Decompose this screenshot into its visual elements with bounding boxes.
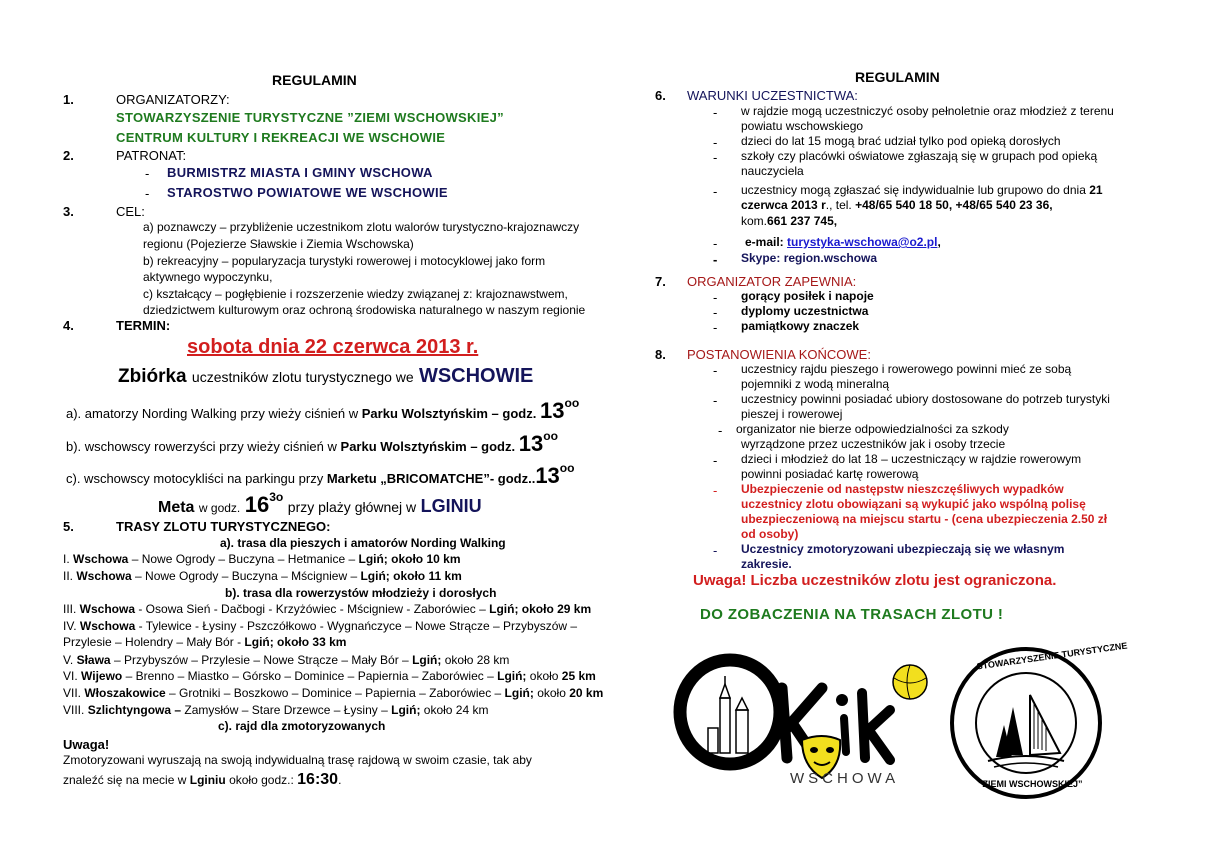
route-group-a: a). trasa dla pieszych i amatorów Nording Walking [220,536,506,550]
condition-3-cont: nauczyciela [741,164,804,178]
section-8-label: POSTANOWIENIA KOŃCOWE: [687,347,871,362]
rule-2: uczestnicy powinni posiadać ubiory dostosowane do potrzeb turystyki [741,392,1110,406]
right-title: REGULAMIN [855,69,940,85]
rule-4-cont: powinni posiadać kartę rowerową [741,467,919,481]
event-date: sobota dnia 22 czerwca 2013 r. [187,336,479,358]
list-dash: - [713,184,718,199]
list-dash: - [713,453,718,468]
goal-line: a) poznawczy – przybliżenie uczestnikom zlotu walorów turystyczno-krajoznawczy [143,220,580,234]
society-logo-top-text: STOWARZYSZENIE TURYSTYCZNE [976,640,1128,672]
meeting-b-text: b). wschowscy rowerzyści przy wieży ciśnień w [66,439,337,454]
rule-6: Uczestnicy zmotoryzowani ubezpieczają się we własnym [741,542,1065,556]
rule-6-cont: zakresie. [741,557,792,571]
rule-5-cont: ubezpieczeniową na miejscu startu - (cena ubezpieczenia 2.50 zł [741,512,1108,526]
meeting-c-time: $13^{oo}$ [535,461,575,488]
rule-4: dzieci i młodzież do lat 18 – uczestniczący w rajdzie rowerowym [741,452,1082,466]
route-5: V. Sława – Przybyszów – Przylesie – Nowe Strącze – Mały Bór – Lgiń; około 28 km [63,653,510,667]
patron-2: STAROSTWO POWIATOWE WE WSCHOWIE [167,185,448,200]
organizer-1: STOWARZYSZENIE TURYSTYCZNE ”ZIEMI WSCHOWSKIEJ” [116,110,504,125]
section-5-number: 5. [63,519,74,534]
note-line-1: Zmotoryzowani wyruszają na swoją indywidualną trasę rajdową w swoim czasie, tak aby [63,753,532,767]
goal-line: aktywnego wypoczynku, [143,270,273,284]
condition-1: w rajdzie mogą uczestniczyć osoby pełnoletnie oraz młodzież z terenu [741,104,1114,118]
rule-5: Ubezpieczenie od następstw nieszczęśliwych wypadków [741,482,1064,496]
section-2-number: 2. [63,148,74,163]
gathering-word: Zbiórka [118,366,187,387]
goal-line: dziedzictwem kulturowym oraz ochroną środowiska naturalnego w naszym regionie [143,303,586,317]
meeting-c-text: c). wschowscy motocykliści na parkingu przy [66,471,324,486]
provided-item: gorący posiłek i napoje [741,289,874,303]
list-dash: - [713,290,718,305]
provided-item: pamiątkowy znaczek [741,319,860,333]
meeting-c [66,463,575,489]
list-dash: - [145,166,150,181]
route-3: III. Wschowa - Osowa Sień - Dačbogi - Krzyżówiec - Mścigniew - Zaborówiec – Lgiń; około 29 km [63,602,592,616]
society-logo [948,640,1128,801]
rule-3-cont: wyrządzone przez uczestników jak i osoby trzecie [741,437,1006,451]
list-dash: - [713,236,718,251]
list-dash: - [718,423,723,438]
list-dash: - [713,252,718,267]
finish-at: w godz. [198,501,241,515]
rule-5-cont: uczestnicy zlotu obowiązani są wykupić jako wspólną polisę [741,497,1086,511]
okik-logo [672,648,932,798]
route-group-c: c). rajd dla zmotoryzowanych [218,719,386,733]
condition-4: uczestnicy mogą zgłaszać się indywidualnie lub grupowo do dnia 21 [741,183,1103,197]
section-1-label: ORGANIZATORZY: [116,92,230,107]
condition-4-mobile: kom.661 237 745, [741,214,838,228]
meeting-b-place: Parku Wolsztyńskim – godz. [340,439,516,454]
list-dash: - [145,186,150,201]
meeting-b [66,431,558,457]
gathering-line [118,365,533,388]
route-7: VII. Włoszakowice – Grotniki – Boszkowo – Dominice – Papiernia – Zaborówiec – Lgiń; około 20 km [63,686,604,700]
section-5-label: TRASY ZLOTU TURYSTYCZNEGO: [116,519,331,534]
list-dash: - [713,135,718,150]
organizer-2: CENTRUM KULTURY I REKREACJI WE WSCHOWIE [116,130,446,145]
email-line: e-mail: turystyka-wschowa@o2.pl, [745,235,941,249]
route-group-b: b). trasa dla rowerzystów młodzieży i dorosłych [225,586,497,600]
note-heading: Uwaga! [63,737,110,752]
condition-2: dzieci do lat 15 mogą brać udział tylko pod opieką dorosłych [741,134,1061,148]
finish-time: $16^{3o}$ [244,490,284,517]
skype-line: Skype: region.wschowa [741,251,878,265]
route-1: I. Wschowa – Nowe Ogrody – Buczyna – Hetmanice – Lgiń; około 10 km [63,552,461,566]
meeting-a-place: Parku Wolsztyńskim – godz. [361,406,537,421]
patron-1: BURMISTRZ MIASTA I GMINY WSCHOWA [167,165,433,180]
list-dash: - [713,543,718,558]
list-dash: - [713,105,718,120]
email-link[interactable]: turystyka-wschowa@o2.pl [787,235,938,249]
section-4-number: 4. [63,318,74,333]
section-4-label: TERMIN: [116,318,171,333]
section-6-number: 6. [655,88,666,103]
gathering-text: uczestników zlotu turystycznego we [191,369,414,385]
finish-line [158,492,482,518]
section-1-number: 1. [63,92,74,107]
section-8-number: 8. [655,347,666,362]
section-6-label: WARUNKI UCZESTNICTWA: [687,88,858,103]
provided-item: dyplomy uczestnictwa [741,304,869,318]
list-dash: - [713,305,718,320]
list-dash: - [713,150,718,165]
route-4: IV. Wschowa - Tylewice - Łysiny - Pszczółkowo - Wygnańczyce – Nowe Strącze – Przybyszów – [63,619,578,633]
section-7-number: 7. [655,274,666,289]
list-dash: - [713,320,718,335]
meeting-c-place: Marketu „BRICOMATCHE”- godz.. [326,471,536,486]
route-2: II. Wschowa – Nowe Ogrody – Buczyna – Mścigniew – Lgiń; około 11 km [63,569,462,583]
capacity-warning: Uwaga! Liczba uczestników zlotu jest ograniczona. [693,572,1057,589]
society-logo-bottom-text: ”ZIEMI WSCHOWSKIEJ” [978,779,1083,789]
route-6: VI. Wijewo – Brenno – Miastko – Górsko – Dominice – Papiernia – Zaborówiec – Lgiń; około 25 km [63,669,596,683]
goal-line: regionu (Pojezierze Sławskie i Ziemia Wschowska) [143,237,414,251]
farewell-text: DO ZOBACZENIA NA TRASACH ZLOTU ! [700,606,1004,623]
condition-4-cont: czerwca 2013 r., tel. +48/65 540 18 50, +48/65 540 23 36, [741,198,1053,212]
meeting-a [66,398,579,424]
meeting-a-text: a). amatorzy Nording Walking przy wieży ciśnień w [66,406,359,421]
section-3-label: CEL: [116,204,145,219]
gathering-place: WSCHOWIE [418,365,534,387]
goal-line: c) kształcący – pogłębienie i rozszerzenie wiedzy związanej z: krajoznawstwem, [143,287,568,301]
condition-3: szkoły czy placówki oświatowe zgłaszają się w grupach pod opieką [741,149,1098,163]
rule-2-cont: pieszej i rowerowej [741,407,843,421]
section-2-label: PATRONAT: [116,148,187,163]
finish-place-text: przy plaży głównej w [287,499,417,515]
section-7-label: ORGANIZATOR ZAPEWNIA: [687,274,857,289]
meeting-b-time: $13^{oo}$ [518,429,559,456]
list-dash: - [713,363,718,378]
list-dash: - [713,393,718,408]
society-logo-graphic [948,645,1104,801]
meeting-a-time: $13^{oo}$ [539,396,580,423]
goal-line: b) rekreacyjny – popularyzacja turystyki rowerowej i motocyklowej jako form [143,254,546,268]
list-dash: - [713,483,718,498]
finish-place: LGINIU [420,496,482,516]
rule-1-cont: pojemniki z wodą mineralną [741,377,890,391]
route-4-cont: Przylesie – Holendry – Mały Bór - Lgiń; około 33 km [63,635,347,649]
rule-5-cont: od osoby) [741,527,799,541]
okik-logo-text: WSCHOWA [790,770,900,787]
route-8: VIII. Szlichtyngowa – Zamysłów – Stare Drzewce – Łysiny – Lgiń; około 24 km [63,703,489,717]
finish-word: Meta [158,499,195,516]
section-3-number: 3. [63,204,74,219]
left-title: REGULAMIN [272,72,357,88]
rule-3: organizator nie bierze odpowiedzialności za szkody [736,422,1009,436]
note-line-2: znaleźć się na mecie w Lginiu około godz.: 16:30. [63,771,342,788]
rule-1: uczestnicy rajdu pieszego i rowerowego powinni mieć ze sobą [741,362,1072,376]
condition-1-cont: powiatu wschowskiego [741,119,864,133]
